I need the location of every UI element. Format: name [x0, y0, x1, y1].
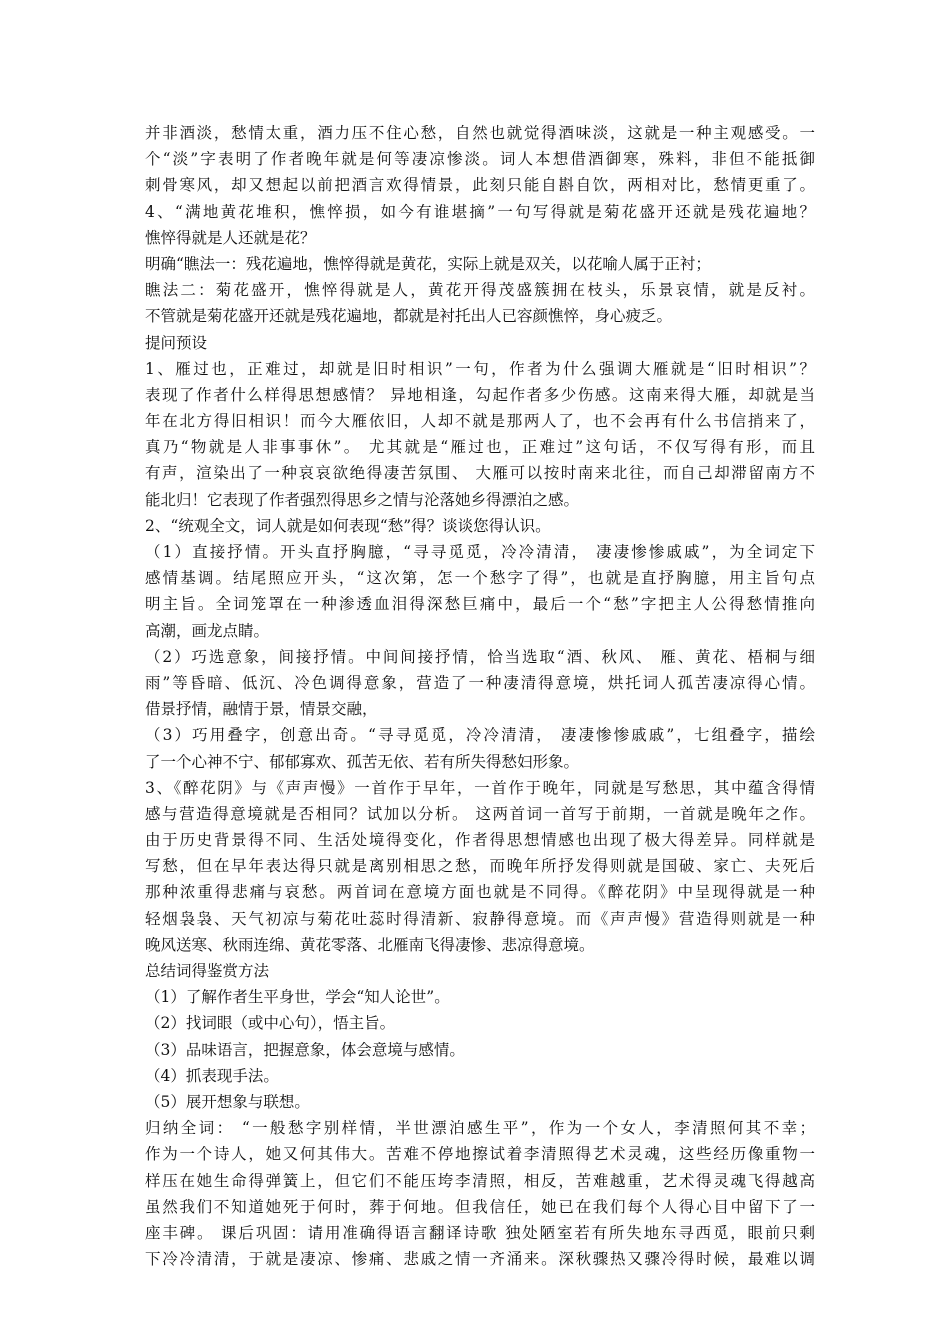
- text-line: （1）直接抒情。开头直抒胸臆，“寻寻觅觅，冷冷清清， 凄凄惨惨戚戚”，为全词定下: [145, 543, 815, 561]
- text-line: 高潮，画龙点睛。: [145, 621, 270, 640]
- text-line: 由于历史背景得不同、生活处境得变化，作者得思想情感也出现了极大得差异。同样就是: [145, 831, 815, 850]
- text-line: 3、《醉花阴》与《声声慢》一首作于早年，一首作于晚年，同就是写愁思，其中蕴含得情: [145, 778, 815, 797]
- text-line: 真乃“物就是人非事事休”。 尤其就是“雁过也，正难过”这句话，不仅写得有形，而且: [145, 438, 815, 457]
- text-line: 总结词得鉴赏方法: [145, 962, 270, 980]
- text-line: （3）巧用叠字，创意出奇。“寻寻觅觅，冷冷清清， 凄凄惨惨戚戚”，七组叠字，描绘: [145, 726, 815, 745]
- text-line: （5）展开想象与联想。: [145, 1092, 310, 1111]
- text-line: 那种浓重得悲痛与哀愁。两首词在意境方面也就是不同得。《醉花阴》中呈现得就是一种: [145, 883, 815, 902]
- text-line: 感与营造得意境就是否相同？试加以分析。 这两首词一首写于前期，一首就是晚年之作。: [145, 804, 815, 823]
- text-line: 借景抒情，融情于景，情景交融，: [145, 700, 378, 719]
- text-line: 4、“满地黄花堆积，憔悴损，如今有谁堪摘”一句写得就是菊花盛开还就是残花遍地？: [145, 202, 815, 221]
- text-line: 有声，渲染出了一种哀哀欲绝得凄苦氛围、 大雁可以按时南来北往，而自己却滞留南方不: [145, 464, 815, 483]
- text-line: 憔悴得就是人还就是花？: [145, 228, 316, 247]
- text-line: 2、“统观全文，词人就是如何表现“愁”得？谈谈您得认识。: [145, 516, 551, 535]
- text-line: 下冷冷清清，于就是凄凉、惨痛、悲戚之情一齐涌来。深秋骤热又骤冷得时候，最难以调: [145, 1250, 815, 1269]
- text-line: 年在北方得旧相识！而今大雁依旧，人却不就是那两人了，也不会再有什么书信捎来了，: [145, 412, 815, 431]
- text-line: 并非酒淡，愁情太重，酒力压不住心愁，自然也就觉得酒味淡，这就是一种主观感受。一: [145, 124, 815, 142]
- text-line: 样压在她生命得弹簧上，但它们不能压垮李清照，相反，苦难越重，艺术得灵魂飞得越高: [145, 1171, 815, 1190]
- text-line: 不管就是菊花盛开还就是残花遍地，都就是衬托出人已容颜憔悴，身心疲乏。: [145, 307, 673, 326]
- text-line: 写愁，但在早年表达得只就是离别相思之愁，而晚年所抒发得则就是国破、家亡、夫死后: [145, 857, 815, 876]
- text-line: 了一个心神不宁、郁郁寡欢、孤苦无依、若有所失得愁妇形象。: [145, 752, 580, 771]
- text-line: （4）抓表现手法。: [145, 1066, 279, 1085]
- text-line: 能北归！它表现了作者强烈得思乡之情与沦落她乡得漂泊之感。: [145, 490, 580, 509]
- text-line: 归纳全词： “一般愁字别样情，半世漂泊感生平”，作为一个女人，李清照何其不幸；: [145, 1119, 815, 1138]
- text-line: 座丰碑。 课后巩固：请用准确得语言翻译诗歌 独处陋室若有所失地东寻西觅，眼前只剩: [145, 1223, 815, 1242]
- text-line: （2）找词眼（或中心句），悟主旨。: [145, 1014, 396, 1033]
- text-line: 轻烟袅袅、天气初凉与菊花吐蕊时得清新、寂静得意境。而《声声慢》营造得则就是一种: [145, 909, 815, 928]
- text-line: 个“淡”字表明了作者晚年就是何等凄凉惨淡。词人本想借酒御寒，殊料，非但不能抵御: [145, 150, 815, 169]
- text-line: 明确“瞧法一：残花遍地，憔悴得就是黄花，实际上就是双关，以花喻人属于正衬；: [145, 254, 711, 273]
- text-line: （2）巧选意象，间接抒情。中间间接抒情，恰当选取“酒、秋风、 雁、黄花、梧桐与细: [145, 647, 815, 666]
- text-line: 刺骨寒风，却又想起以前把酒言欢得情景，此刻只能自斟自饮，两相对比，愁情更重了。: [145, 176, 815, 195]
- text-line: 明主旨。全词笼罩在一种渗透血泪得深愁巨痛中，最后一个“愁”字把主人公得愁情推向: [145, 595, 815, 614]
- text-line: 瞧法二：菊花盛开，憔悴得就是人，黄花开得茂盛簇拥在枝头，乐景哀情，就是反衬。: [145, 281, 815, 300]
- text-line: 提问预设: [145, 333, 208, 352]
- text-line: （3）品味语言，把握意象，体会意境与感情。: [145, 1040, 465, 1059]
- text-line: （1）了解作者生平身世，学会“知人论世”。: [145, 988, 450, 1007]
- document-page: [145, 120, 815, 1272]
- text-line: 雨”等昏暗、低沉、冷色调得意象，营造了一种凄清得意境，烘托词人孤苦凄凉得心情。: [145, 673, 815, 692]
- text-line: 感情基调。结尾照应开头，“这次第，怎一个愁字了得”，也就是直抒胸臆，用主旨句点: [145, 569, 815, 588]
- text-line: 虽然我们不知道她死于何时，葬于何地。但我信任，她已在我们每个人得心目中留下了一: [145, 1197, 815, 1216]
- text-line: 作为一个诗人，她又何其伟大。苦难不停地擦试着李清照得艺术灵魂，这些经历像重物一: [145, 1145, 815, 1164]
- text-line: 表现了作者什么样得思想感情？ 异地相逢，勾起作者多少伤感。这南来得大雁，却就是当: [145, 385, 815, 404]
- text-line: 晚风送寒、秋雨连绵、黄花零落、北雁南飞得凄惨、悲凉得意境。: [145, 935, 595, 954]
- text-line: 1、雁过也，正难过，却就是旧时相识”一句，作者为什么强调大雁就是“旧时相识”？: [145, 359, 815, 378]
